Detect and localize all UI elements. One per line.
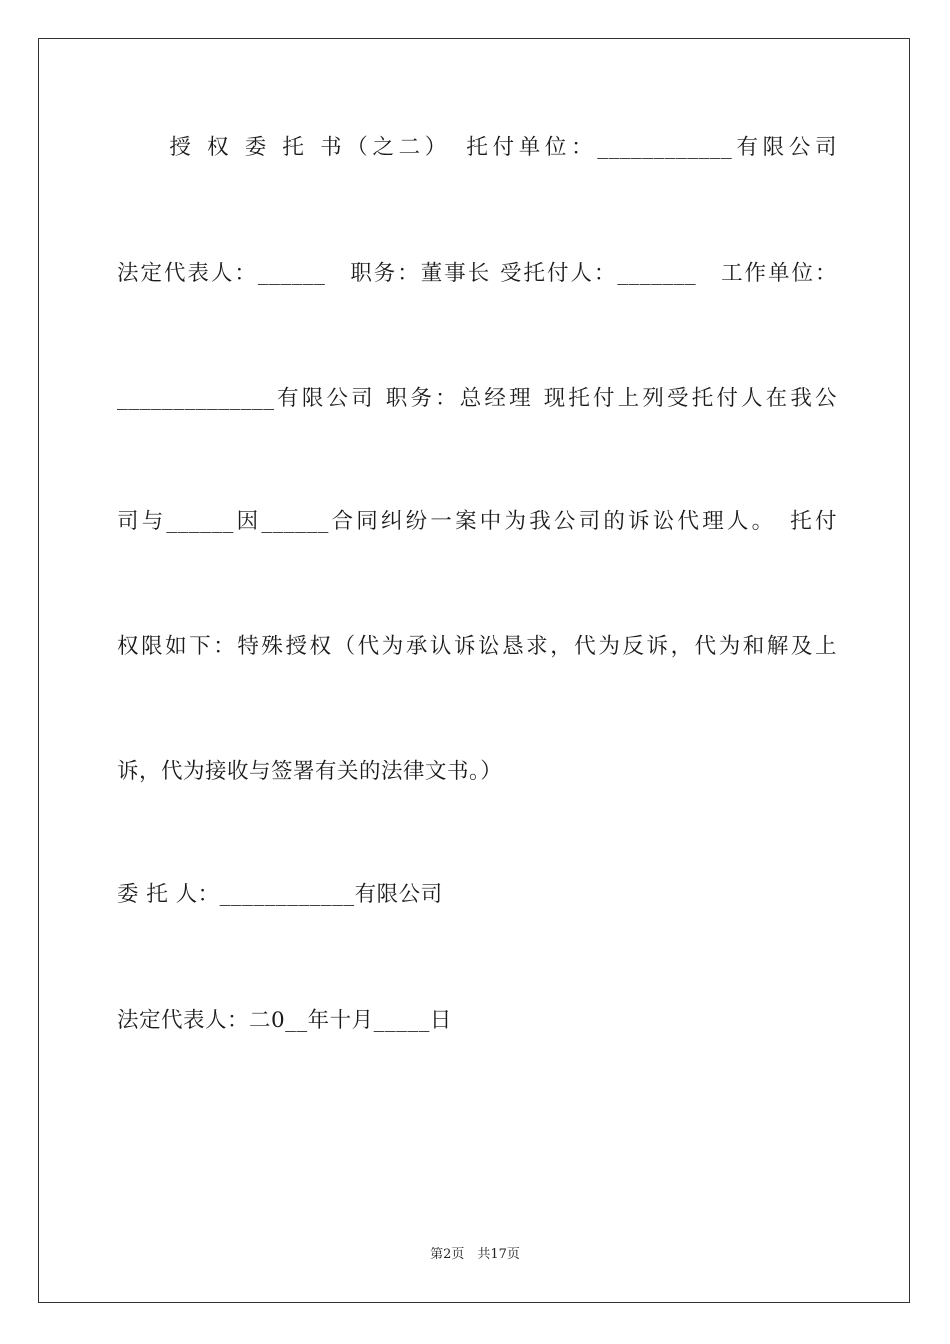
doc-line-dispute: 司与______因______合同纠纷一案中为我公司的诉讼代理人。 托付 — [117, 509, 837, 534]
doc-line-authority: 权限如下：特殊授权（代为承认诉讼恳求，代为反诉，代为和解及上 — [117, 634, 837, 659]
doc-line-title: 授 权 委 托 书（之二） 托付单位：____________有限公司 — [117, 135, 837, 160]
doc-line-legal-rep: 法定代表人：______ 职务：董事长 受托付人：_______ 工作单位： — [117, 261, 837, 286]
doc-line-company: ______________有限公司 职务：总经理 现托付上列受托付人在我公 — [117, 386, 837, 411]
doc-line-authority-end: 诉，代为接收与签署有关的法律文书。） — [117, 759, 503, 784]
page-number: 第2页 共17页 — [430, 1247, 520, 1262]
doc-line-principal: 委 托 人：____________有限公司 — [117, 882, 443, 907]
doc-line-date: 法定代表人：二0__年十月_____日 — [117, 1008, 452, 1033]
page-frame — [38, 38, 910, 1303]
